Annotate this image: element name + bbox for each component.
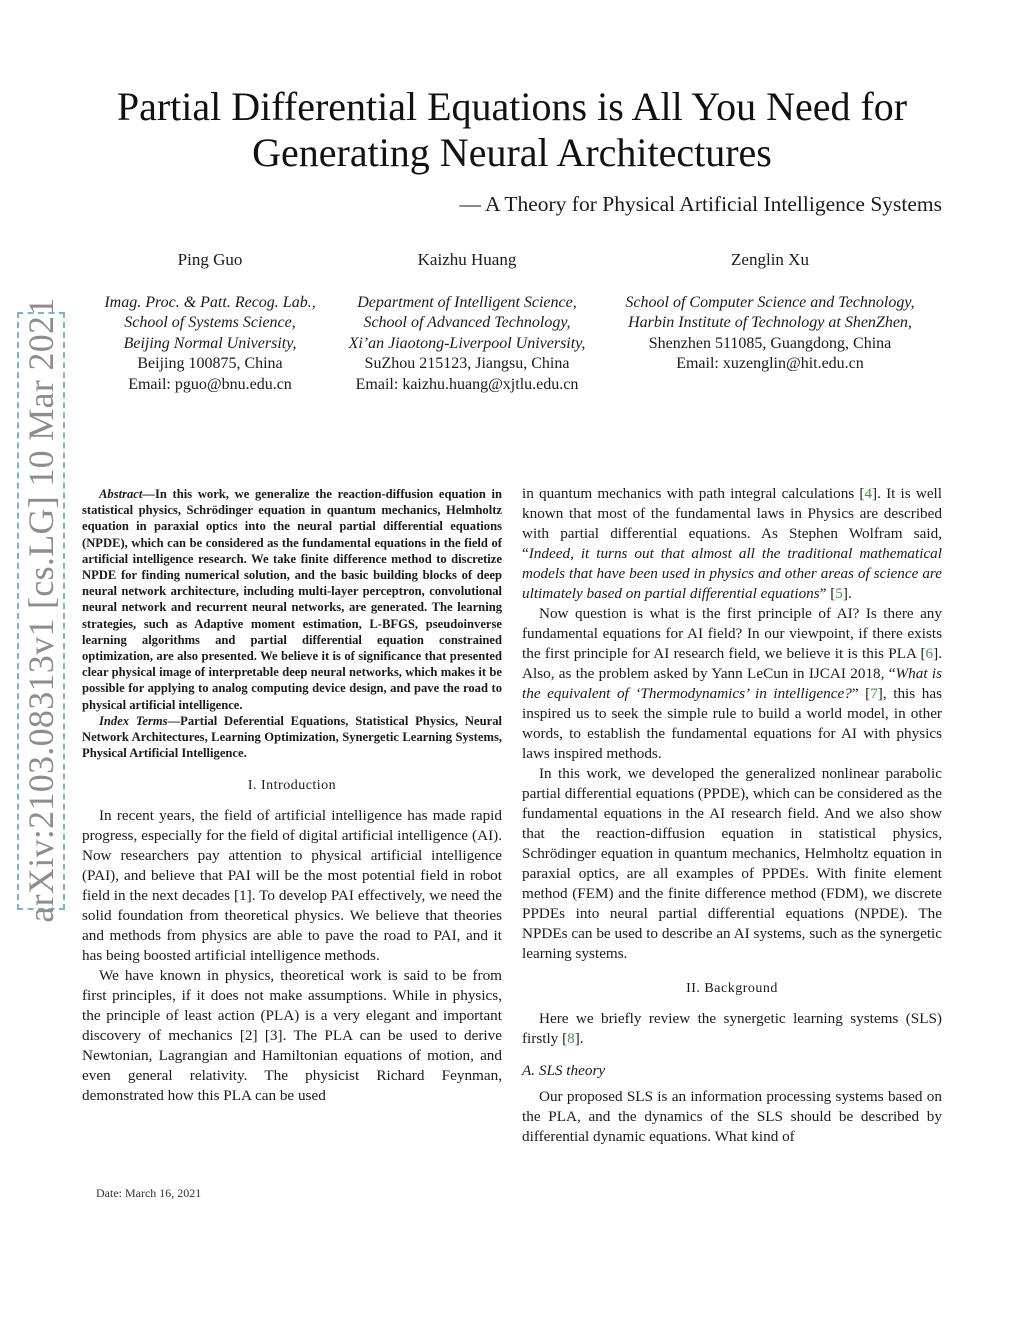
quote: Indeed, it turns out that almost all the traditional mathematical models that have been used in physics and other areas of science are ultimately based on partial differential equations bbox=[522, 545, 942, 602]
author-affiliation: Harbin Institute of Technology at ShenZhen, bbox=[628, 314, 912, 331]
right-paragraph-2 bbox=[522, 604, 942, 764]
text-span: ]. It is well known that most of the fundamental laws in Physics are described with partial differential equations. As Stephen Wolfram said, “ bbox=[522, 485, 942, 562]
author-affiliation: Imag. Proc. & Patt. Recog. Lab., bbox=[104, 293, 316, 311]
author-affiliation: School of Advanced Technology, bbox=[363, 314, 571, 331]
abstract-text: In this work, we generalize the reaction-diffusion equation in statistical physics, Schrödinger equation in quantum mechanics, Helmholtz equation in paraxial optics into the neural partial differential equations (NPDE), which can be considered as the fundamental equations in the field of artificial intelligence research. We take finite difference method to discretize NPDE for finding numerical solution, and the basic building blocks of deep neural network architecture, including multi-layer perceptron, convolutional neural network and recurrent neural networks, are generated. The learning strategies, such as Adaptive moment estimation, L-BFGS, pseudoinverse learning algorithms and partial differential equation constrained optimization, are also presented. We believe it is of significance that presented clear physical image of interpretable deep neural networks, which makes it be possible for applying to analog computing device design, and pave the road to physical artificial intelligence. bbox=[82, 487, 502, 712]
text-span: in quantum mechanics with path integral calculations [ bbox=[522, 485, 865, 502]
index-terms bbox=[82, 713, 502, 762]
citation-link[interactable]: 4 bbox=[864, 485, 873, 502]
paper-title bbox=[60, 84, 964, 176]
citation-link[interactable]: 7 bbox=[870, 685, 878, 702]
author-address: Shenzhen 511085, Guangdong, China bbox=[648, 334, 892, 352]
section-heading-introduction: I. Introduction bbox=[247, 778, 337, 794]
text-span: ]. Also, as the problem asked by Yann LeCun in IJCAI 2018, “ bbox=[522, 645, 942, 682]
author-affiliation: School of Systems Science, bbox=[124, 314, 296, 331]
text-span: Now question is what is the first principle of AI? Is there any fundamental equations for AI field? In our viewpoint, if there exists the first principle for AI research field, we believe it is this PLA [ bbox=[522, 605, 942, 662]
author-affiliation: Xi’an Jiaotong-Liverpool University, bbox=[348, 334, 586, 352]
author-affiliation: School of Computer Science and Technology, bbox=[625, 293, 915, 311]
background-paragraph bbox=[522, 1009, 942, 1049]
left-column bbox=[82, 486, 502, 1106]
citation-link[interactable]: 6 bbox=[925, 645, 934, 662]
text-span: Here we briefly review the synergetic learning systems (SLS) firstly [ bbox=[522, 1010, 942, 1047]
right-column bbox=[522, 484, 942, 1147]
author-email: Email: kaizhu.huang@xjtlu.edu.cn bbox=[355, 375, 579, 393]
author-email: Email: pguo@bnu.edu.cn bbox=[128, 375, 292, 393]
date-footnote: Date: March 16, 2021 bbox=[96, 1186, 202, 1200]
author-name: Ping Guo bbox=[177, 250, 243, 269]
paper-subtitle: — A Theory for Physical Artificial Intelligence Systems bbox=[459, 192, 942, 216]
text-span: ” [ bbox=[851, 685, 871, 702]
subsection-heading-sls: A. SLS theory bbox=[522, 1062, 606, 1079]
author-block-2 bbox=[322, 250, 612, 395]
citation-link[interactable]: 8 bbox=[567, 1030, 575, 1047]
author-address: SuZhou 215123, Jiangsu, China bbox=[364, 355, 570, 372]
author-block-3 bbox=[605, 250, 935, 375]
section-heading-background: II. Background bbox=[686, 981, 778, 996]
quote: What is the equivalent of ‘Thermodynamics’ in intelligence? bbox=[522, 665, 942, 702]
intro-paragraph-2: We have known in physics, theoretical work is said to be from first principles, if it does not make assumptions. While in physics, the principle of least action (PLA) is a very elegant and important discovery of mechanics [2] [3]. The PLA can be used to derive Newtonian, Lagrangian and Hamiltonian equations of motion, and even general relativity. The physicist Richard Feynman, demonstrated how this PLA can be used bbox=[82, 967, 502, 1105]
text-span: ]. bbox=[574, 1030, 584, 1047]
author-email: Email: xuzenglin@hit.edu.cn bbox=[676, 355, 864, 372]
citation-link[interactable]: 5 bbox=[835, 585, 843, 602]
author-affiliation: Beijing Normal University, bbox=[123, 334, 297, 352]
author-affiliation: Department of Intelligent Science, bbox=[357, 293, 577, 311]
index-terms-text: Partial Deferential Equations, Statistical Physics, Neural Network Architectures, Learning Optimization, Synergetic Learning Systems, Physical Artificial Intelligence. bbox=[82, 713, 502, 761]
abstract-label: Abstract— bbox=[99, 487, 155, 501]
text-span: ]. bbox=[842, 585, 852, 602]
title-line-1: Partial Differential Equations is All You Need for bbox=[116, 84, 908, 129]
author-name: Zenglin Xu bbox=[731, 250, 809, 269]
author-address: Beijing 100875, China bbox=[137, 355, 283, 372]
abstract bbox=[82, 486, 502, 713]
index-terms-label: Index Terms— bbox=[99, 713, 181, 728]
intro-paragraph-1: In recent years, the field of artificial intelligence has made rapid progress, especially for the field of digital artificial intelligence (AI). Now researchers pay attention to physical artificial intelligence (PAI), and believe that PAI will be the most potential field in robot field in the next decades [1]. To develop PAI effectively, we need the solid foundation from theoretical physics. We believe that theories and methods from physics are able to pave the road to PAI, and it has being boosted artificial intelligence methods. bbox=[82, 807, 502, 965]
author-name: Kaizhu Huang bbox=[417, 250, 517, 269]
arxiv-stamp: arXiv:2103.08313v1 [cs.LG] 10 Mar 2021 bbox=[21, 297, 61, 923]
right-paragraph-3: In this work, we developed the generalized nonlinear parabolic partial differential equations (PPDE), which can be considered as the fundamental equations in the AI research field. And we also show that the reaction-diffusion equation in statistical physics, Schrödinger equation in quantum mechanics, Helmholtz equation in paraxial optics, are all examples of PPDEs. With finite element method (FEM) and the finite difference method (FDM), we discrete PPDEs into neural partial differential equations (NPDE). The NPDEs can be used to describe an AI systems, such as the synergetic learning systems. bbox=[522, 765, 942, 962]
title-line-2: Generating Neural Architectures bbox=[252, 130, 772, 175]
text-span: ” [ bbox=[819, 585, 836, 602]
text-span: ], this has inspired us to seek the simple rule to build a world model, in other words, to establish the fundamental equations for AI with physics laws inspired methods. bbox=[522, 685, 942, 762]
author-block-1 bbox=[70, 250, 350, 395]
right-paragraph-1 bbox=[522, 484, 942, 604]
sls-paragraph: Our proposed SLS is an information processing systems based on the PLA, and the dynamics of the SLS should be described by differential dynamic equations. What kind of bbox=[522, 1088, 942, 1145]
